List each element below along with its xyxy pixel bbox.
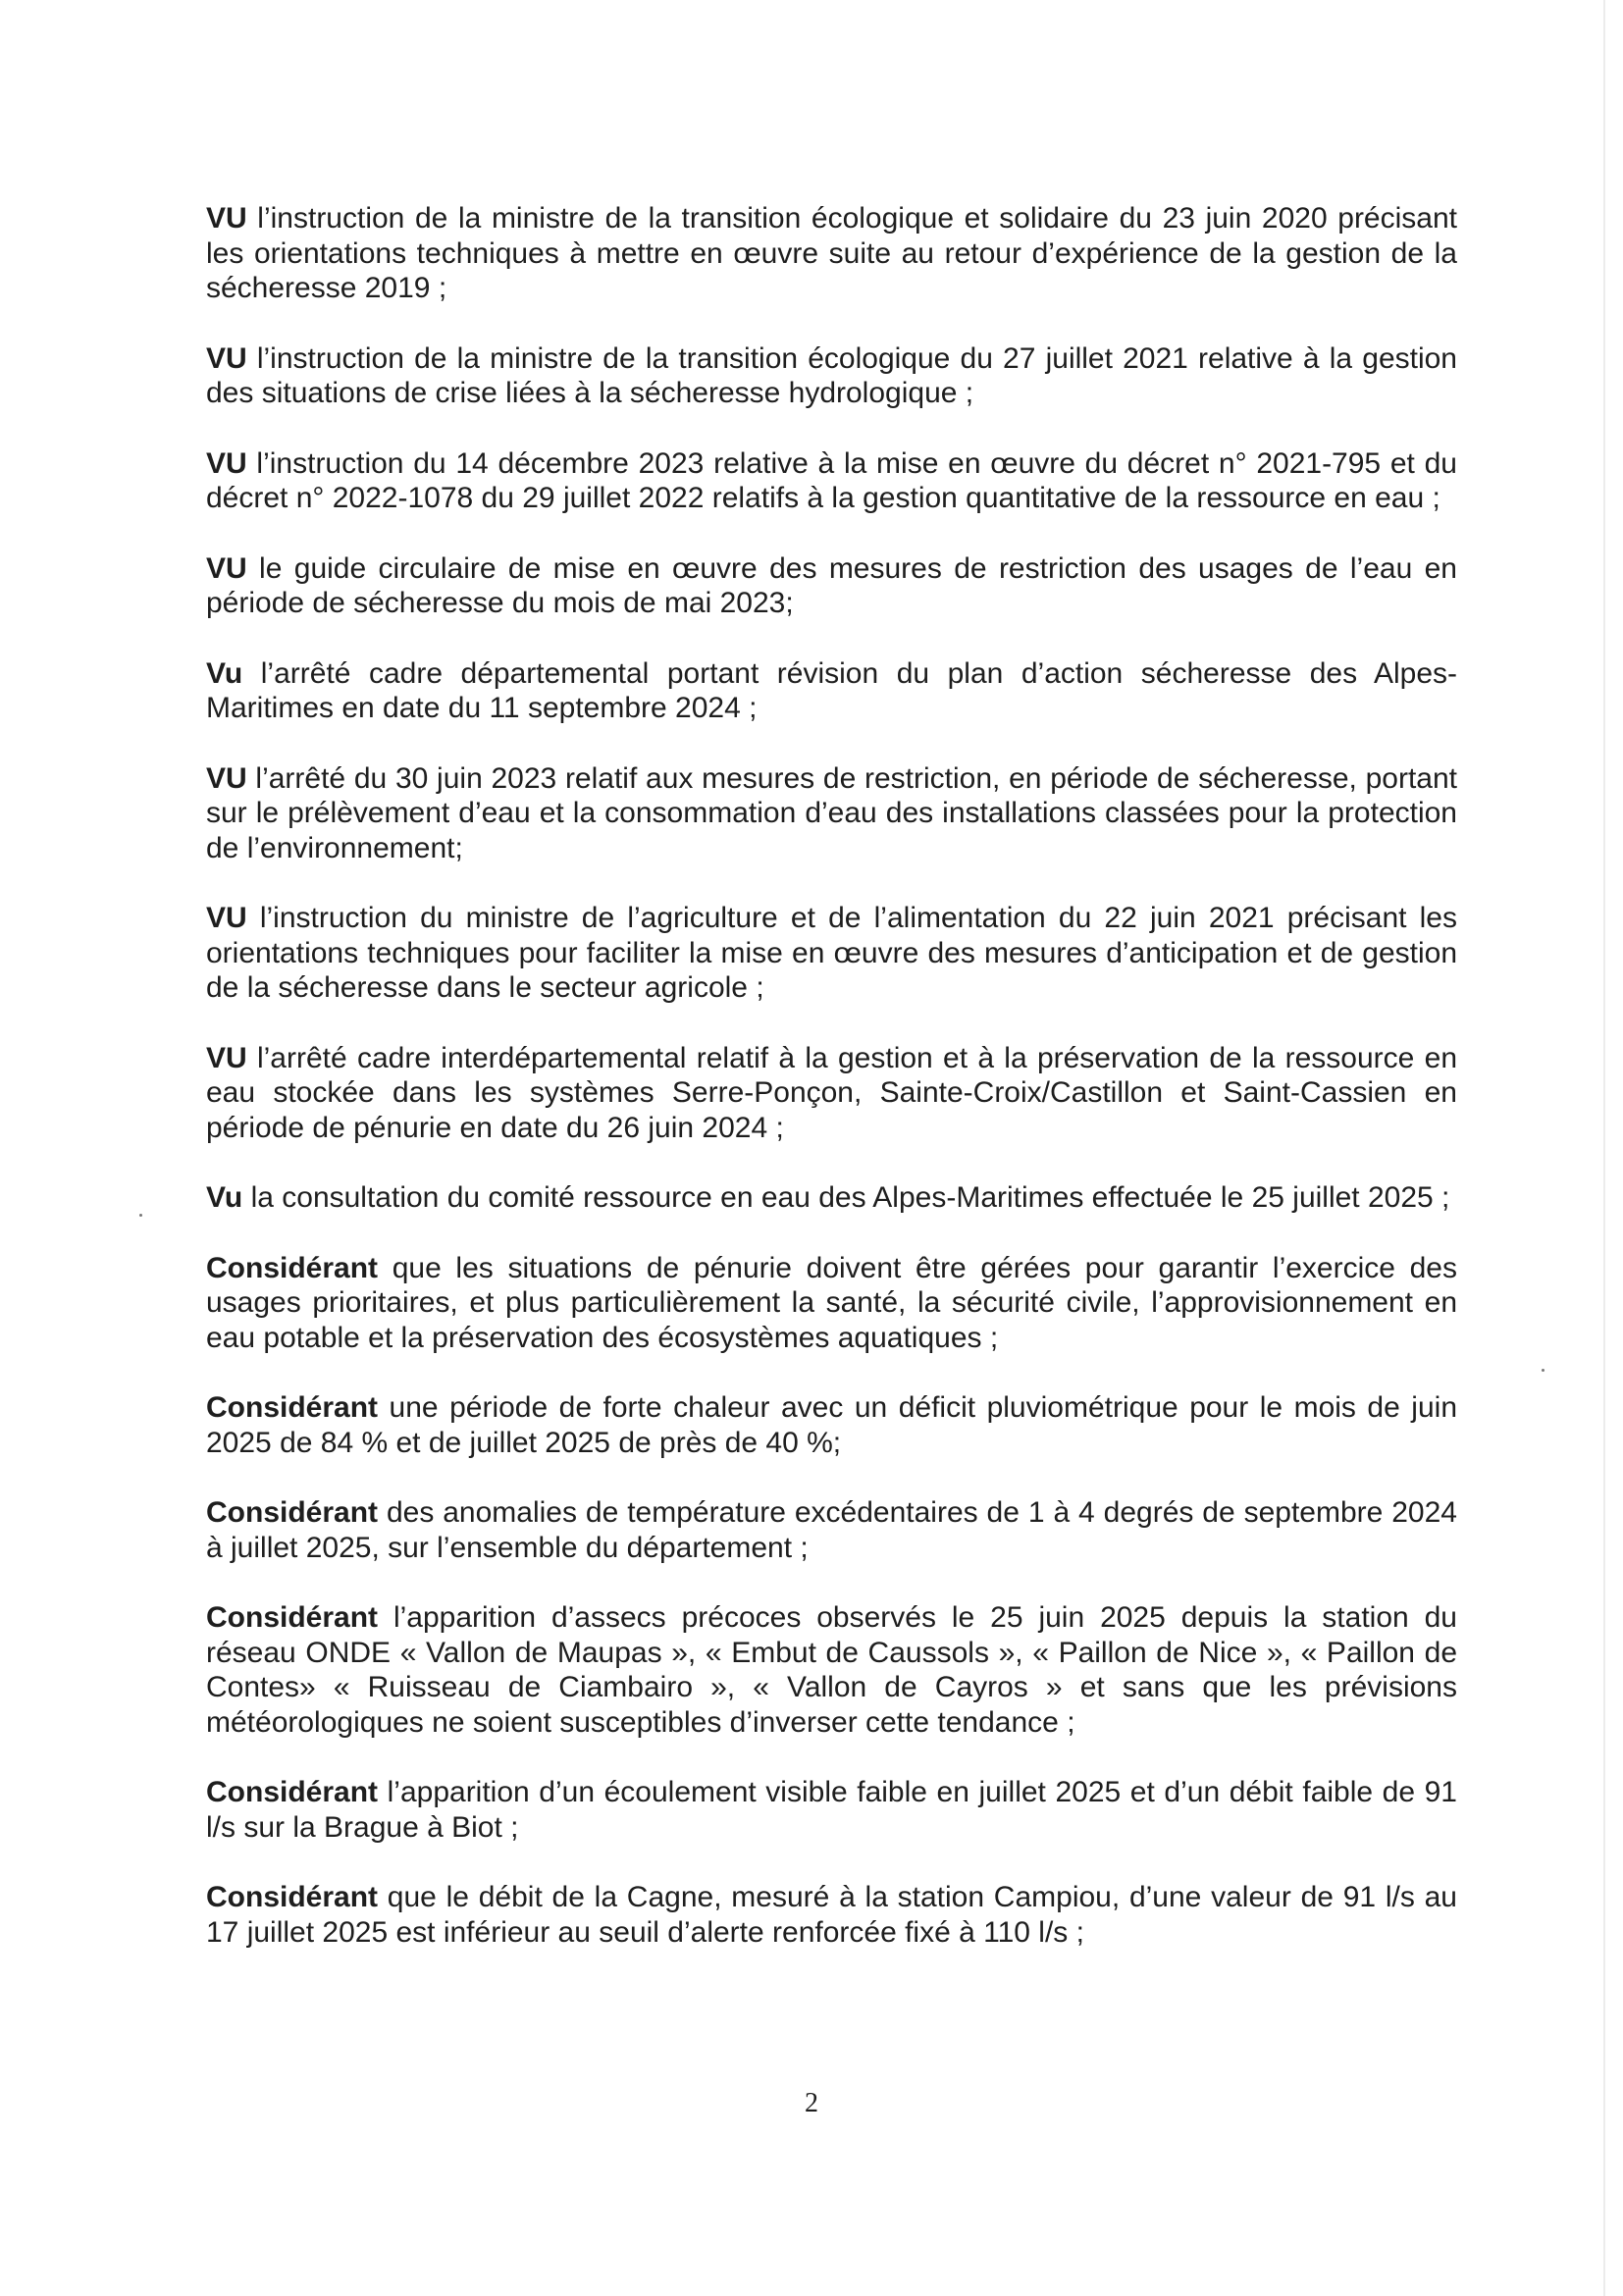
paragraph-lead: VU <box>206 202 247 235</box>
paragraph-considerant-chaleur <box>206 1390 1457 1460</box>
paragraph-considerant-cagne <box>206 1880 1457 1950</box>
paragraph-lead: VU <box>206 446 247 480</box>
paragraph-lead: VU <box>206 551 247 585</box>
paragraph-considerant-assecs <box>206 1600 1457 1740</box>
paragraph-vu-arrete-cadre-departemental <box>206 656 1457 726</box>
paragraph-text: l’instruction de la ministre de la transition écologique du 27 juillet 2021 relative à la gestion des situations de crise liées à la sécheresse hydrologique ; <box>206 341 1457 409</box>
paragraph-text: une période de forte chaleur avec un déficit pluviométrique pour le mois de juin 2025 de 84 % et de juillet 2025 de près de 40 %; <box>206 1391 1457 1459</box>
paragraph-text: l’instruction du 14 décembre 2023 relative à la mise en œuvre du décret n° 2021-795 et du décret n° 2022-1078 du 29 juillet 2022 relatifs à la gestion quantitative de la ressource en eau ; <box>206 446 1457 514</box>
paragraph-text: l’arrêté du 30 juin 2023 relatif aux mesures de restriction, en période de sécheresse, portant sur le prélèvement d’eau et la consommation d’eau des installations classées pour la protection de l’environnement; <box>206 761 1457 864</box>
scan-speck <box>1542 1369 1544 1372</box>
paragraph-text: l’arrêté cadre interdépartemental relatif à la gestion et à la préservation de la ressource en eau stockée dans les systèmes Serre-Ponçon, Sainte-Croix/Castillon et Saint-Cassien en période de pénurie en date du 26 juin 2024 ; <box>206 1041 1457 1144</box>
paragraph-vu-instruction-2020 <box>206 201 1457 306</box>
paragraph-vu-instruction-2021 <box>206 341 1457 411</box>
document-body <box>206 201 1457 1985</box>
paragraph-text: l’arrêté cadre départemental portant révision du plan d’action sécheresse des Alpes-Maritimes en date du 11 septembre 2024 ; <box>206 656 1457 724</box>
paragraph-lead: Considérant <box>206 1251 379 1284</box>
page-number: 2 <box>805 2088 818 2118</box>
page-edge-shadow <box>1603 0 1605 2296</box>
paragraph-text: l’instruction de la ministre de la transition écologique et solidaire du 23 juin 2020 précisant les orientations techniques à mettre en œuvre suite au retour d’expérience de la gestion de la sécheresse 2019 ; <box>206 202 1457 304</box>
paragraph-lead: Vu <box>206 1181 243 1214</box>
paragraph-lead: Vu <box>206 656 243 690</box>
paragraph-text: des anomalies de température excédentaires de 1 à 4 degrés de septembre 2024 à juillet 2025, sur l’ensemble du département ; <box>206 1496 1457 1564</box>
paragraph-lead: VU <box>206 1041 247 1074</box>
paragraph-considerant-brague <box>206 1775 1457 1845</box>
paragraph-text: l’instruction du ministre de l’agriculture et de l’alimentation du 22 juin 2021 précisant les orientations techniques pour faciliter la mise en œuvre des mesures d’anticipation et de gestion de la sécheresse dans le secteur agricole ; <box>206 902 1457 1004</box>
paragraph-vu-instruction-agriculture <box>206 901 1457 1006</box>
paragraph-text: que le débit de la Cagne, mesuré à la station Campiou, d’une valeur de 91 l/s au 17 juillet 2025 est inférieur au seuil d’alerte renforcée fixé à 110 l/s ; <box>206 1881 1457 1949</box>
paragraph-lead: VU <box>206 902 247 934</box>
paragraph-lead: Considérant <box>206 1496 379 1529</box>
scan-speck <box>139 1214 142 1217</box>
paragraph-text: la consultation du comité ressource en eau des Alpes-Maritimes effectuée le 25 juillet 2025 ; <box>242 1181 1450 1214</box>
paragraph-lead: Considérant <box>206 1776 379 1808</box>
paragraph-lead: Considérant <box>206 1391 379 1424</box>
paragraph-vu-consultation-comite <box>206 1180 1457 1216</box>
paragraph-text: l’apparition d’un écoulement visible faible en juillet 2025 et d’un débit faible de 91 l/s sur la Brague à Biot ; <box>206 1776 1457 1844</box>
paragraph-text: le guide circulaire de mise en œuvre des mesures de restriction des usages de l’eau en période de sécheresse du mois de mai 2023; <box>206 551 1457 619</box>
paragraph-vu-arrete-interdepartemental <box>206 1041 1457 1146</box>
paragraph-lead: VU <box>206 761 247 795</box>
paragraph-text: l’apparition d’assecs précoces observés le 25 juin 2025 depuis la station du réseau ONDE « Vallon de Maupas », « Embut de Caussols », « Paillon de Nice », « Paillon de Contes» « Ruisseau de Ciambairo », « Vallon de Cayros » et sans que les prévisions météorologiques ne soient susceptibles d’inverser cette tendance ; <box>206 1601 1457 1739</box>
paragraph-text: que les situations de pénurie doivent être gérées pour garantir l’exercice des usages prioritaires, et plus particulièrement la santé, la sécurité civile, l’approvisionnement en eau potable et la préservation des écosystèmes aquatiques ; <box>206 1251 1457 1354</box>
paragraph-vu-guide-circulaire <box>206 551 1457 621</box>
paragraph-lead: Considérant <box>206 1881 379 1913</box>
paragraph-considerant-temperature <box>206 1495 1457 1565</box>
paragraph-vu-instruction-2023 <box>206 446 1457 516</box>
paragraph-lead: Considérant <box>206 1601 379 1634</box>
paragraph-lead: VU <box>206 341 247 375</box>
paragraph-considerant-penurie <box>206 1251 1457 1356</box>
paragraph-vu-arrete-icpe <box>206 761 1457 866</box>
